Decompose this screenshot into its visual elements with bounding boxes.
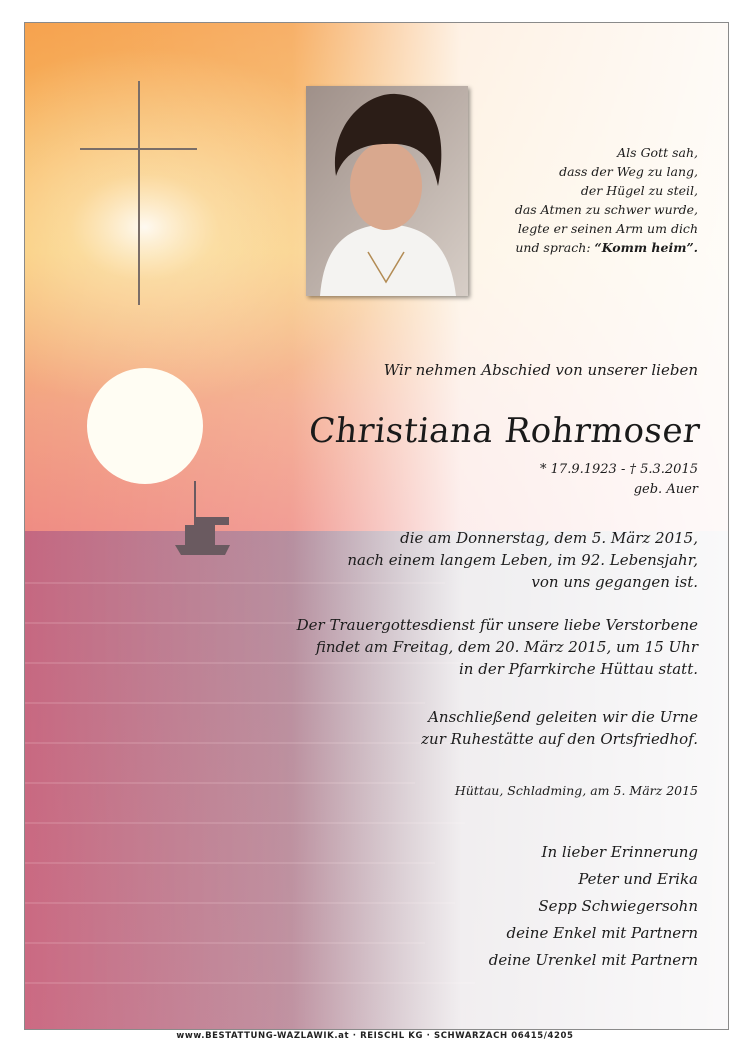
farewell-intro: Wir nehmen Abschied von unserer lieben — [383, 361, 698, 379]
paragraph-line: zur Ruhestätte auf den Ortsfriedhof. — [421, 730, 698, 748]
paragraph-line: die am Donnerstag, dem 5. März 2015, — [400, 529, 698, 547]
poem-line: der Hügel zu steil, — [580, 183, 698, 198]
signer-line: In lieber Erinnerung — [541, 843, 698, 861]
paragraph-line: nach einem langem Leben, im 92. Lebensjahr, — [347, 551, 698, 569]
signer-line: deine Urenkel mit Partnern — [488, 951, 698, 969]
signer-line: Peter und Erika — [578, 870, 698, 888]
paragraph-line: von uns gegangen ist. — [531, 573, 698, 591]
poem-line: das Atmen zu schwer wurde, — [514, 202, 698, 217]
paragraph-line: in der Pfarrkirche Hüttau statt. — [459, 660, 698, 678]
poem-quote: “Komm heim”. — [594, 240, 698, 255]
obituary-card — [24, 22, 729, 1030]
life-dates-block — [540, 460, 698, 500]
signers-list — [489, 839, 698, 974]
sun — [87, 368, 203, 484]
poem-line: legte er seinen Arm um dich — [517, 221, 698, 236]
deceased-name: Christiana Rohrmoser — [306, 411, 703, 451]
signer-line: Sepp Schwiegersohn — [538, 897, 698, 915]
poem-line: Als Gott sah, — [617, 145, 698, 160]
poem-line-last — [438, 238, 698, 257]
burial-paragraph — [258, 706, 698, 750]
poem — [438, 143, 698, 257]
paragraph-line: Anschließend geleiten wir die Urne — [428, 708, 698, 726]
poem-last-prefix: und sprach: — [515, 240, 595, 255]
place-date: Hüttau, Schladming, am 5. März 2015 — [454, 783, 698, 798]
paragraph-line: findet am Freitag, dem 20. März 2015, um 15 Uhr — [315, 638, 698, 656]
service-paragraph — [258, 614, 698, 680]
funeral-home-footer: www.BESTATTUNG-WAZLAWIK.at · REISCHL KG · SCHWARZACH 06415/4205 — [176, 1031, 574, 1041]
paragraph-line: Der Trauergottesdienst für unsere liebe Verstorbene — [296, 616, 698, 634]
poem-line: dass der Weg zu lang, — [559, 164, 698, 179]
life-dates: * 17.9.1923 - † 5.3.2015 — [540, 462, 698, 477]
signer-line: deine Enkel mit Partnern — [506, 924, 698, 942]
death-paragraph — [258, 527, 698, 593]
maiden-name: geb. Auer — [633, 482, 698, 497]
